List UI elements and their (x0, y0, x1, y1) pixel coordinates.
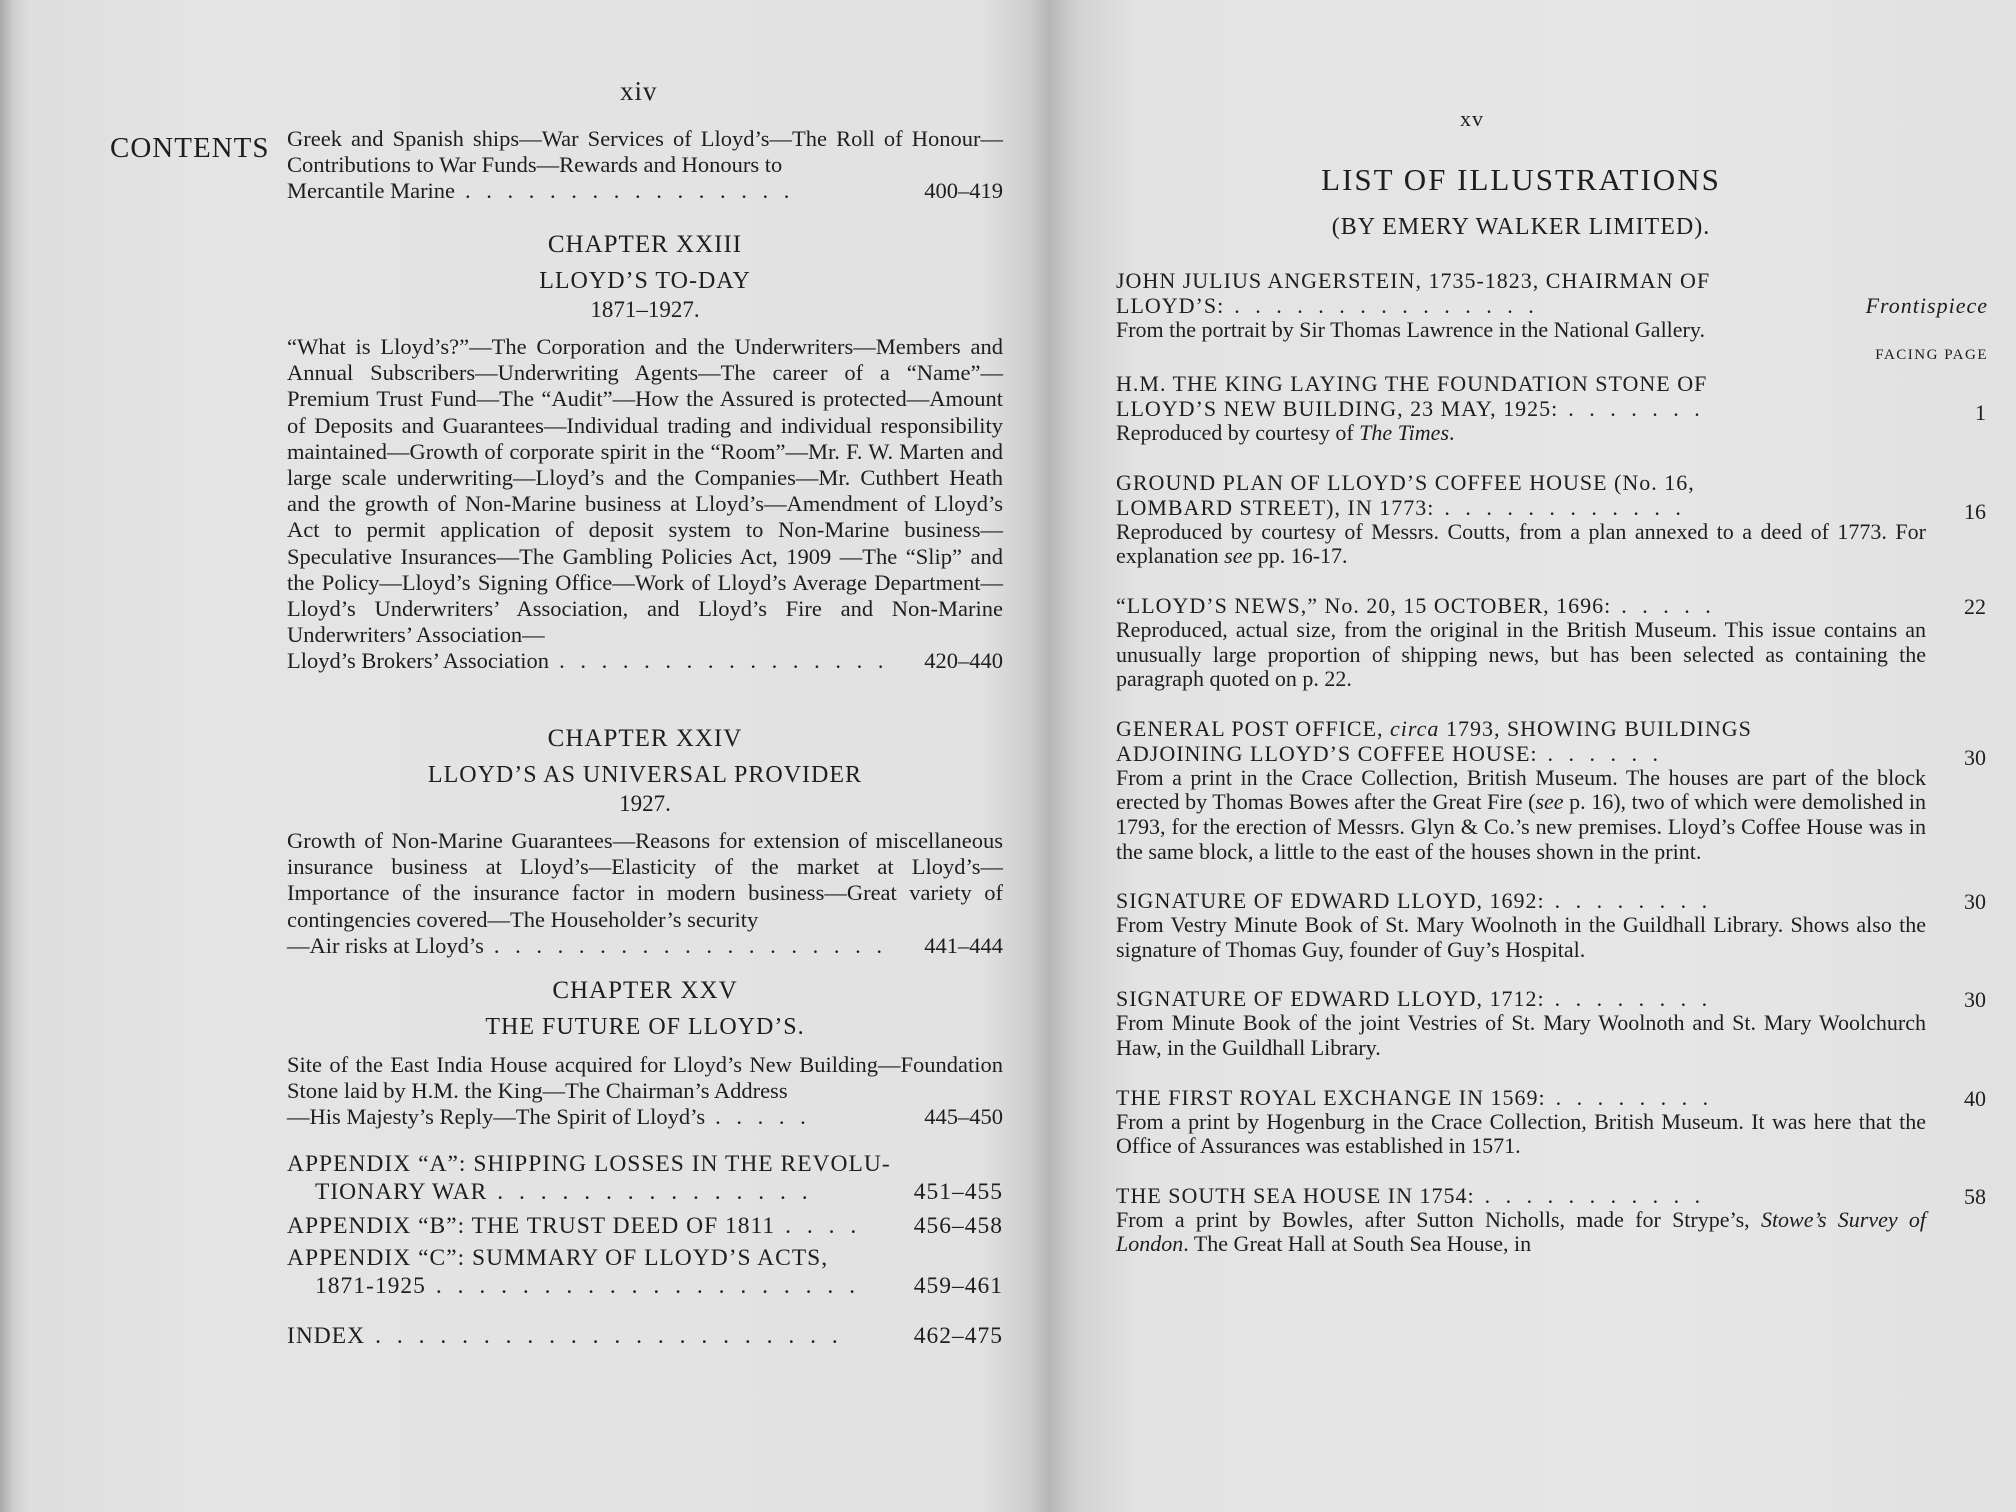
chapter24 (287, 724, 1003, 959)
folio-left: xiv (620, 76, 658, 106)
folio-right: xv (1460, 106, 1484, 131)
illustration-entry: SIGNATURE OF EDWARD LLOYD, 1712: . . . . . . . . 30 From Minute Book of the joint Vestries of St. Mary Woolnoth and St. Mary Woolchurch Haw, in the Guildhall Library. (1116, 986, 1986, 1060)
page-range: 441–444 (924, 932, 1003, 958)
list-title: LIST OF ILLUSTRATIONS (1321, 162, 1721, 197)
illustration-entry: SIGNATURE OF EDWARD LLOYD, 1692: . . . . . . . . 30 From Vestry Minute Book of St. Mary Woolnoth in the Guildhall Library. Shows also the signature of Thomas Guy, founder of Guy’s Hospital. (1116, 888, 1986, 962)
page-ref: 58 (1964, 1183, 1986, 1209)
appendix-c-last: 1871-1925 . . . . . . . . . . . . . . . . . . . . 459–461 (315, 1273, 1003, 1299)
facing-page-label: FACING PAGE (1875, 346, 1988, 363)
chapter-heading: CHAPTER XXIV (547, 725, 743, 752)
chapter-heading: CHAPTER XXIII (547, 231, 743, 258)
appendix-b: APPENDIX “B”: THE TRUST DEED OF 1811 . . . . 456–458 (287, 1213, 1003, 1239)
page-ref: 22 (1964, 593, 1986, 619)
chapter22-text: Greek and Spanish ships—War Services of Lloyd’s—The Roll of Honour—Contributions to War Funds—Rewards and Honours to (287, 126, 1003, 178)
illustration-entry: “LLOYD’S NEWS,” No. 20, 15 OCTOBER, 1696: . . . . . 22 Reproduced, actual size, from the original in the British Museum. This issue contains an unusually large proportion of shipping news, but has been selected as containing the paragraph quoted on p. 22. (1116, 592, 1986, 692)
chapter25 (287, 976, 1003, 1131)
chapter22-tail (287, 126, 1003, 205)
illustration-entry: GENERAL POST OFFICE, circa 1793, SHOWING BUILDINGS ADJOINING LLOYD’S COFFEE HOUSE: . . . . . . 30 From a print in the Crace Collection, British Museum. The houses are part of the block erected by Thomas Bowes after the Great Fire (see p. 16), two of which were demolished in 1793, for the erection of Messrs. Glyn & Co.’s new premises. Lloyd’s Coffee House was in the same block, a little to the east of the houses shown in the print. (1116, 715, 1986, 864)
illustrations-list (1116, 268, 1988, 1257)
page-ref: 16 (1964, 498, 1986, 524)
page-ref: 1 (1975, 400, 1986, 426)
page-ref: 30 (1964, 889, 1986, 915)
chapter-last-line: —His Majesty’s Reply—The Spirit of Lloyd’s . . . . . 445–450 (287, 1104, 1003, 1130)
illustration-entry: THE FIRST ROYAL EXCHANGE IN 1569: . . . . . . . . 40 From a print by Hogenburg in the Crace Collection, British Museum. It was here that the Office of Assurances was established in 1571. (1116, 1084, 1986, 1159)
appendix-a-line1: APPENDIX “A”: SHIPPING LOSSES IN THE REVOLU- (287, 1151, 891, 1177)
illustration-entry: THE SOUTH SEA HOUSE IN 1754: . . . . . . . . . . . 58 From a print by Bowles, after Sutton Nicholls, made for Strype’s, Stowe’s Survey of London. The Great Hall at South Sea House, in (1116, 1182, 1986, 1257)
page-range: 445–450 (924, 1104, 1003, 1130)
list-subtitle: (BY EMERY WALKER LIMITED). (1331, 214, 1711, 240)
illustration-entry: GROUND PLAN OF LLOYD’S COFFEE HOUSE (No. 16, LOMBARD STREET), IN 1773: . . . . . . . . . . . . 16 Reproduced by courtesy of Messrs. Coutts, from a plan annexed to a deed of 1773. For explanation see pp. 16-17. (1116, 469, 1986, 569)
page-range: 451–455 (913, 1179, 1003, 1205)
appendix-a-last: TIONARY WAR . . . . . . . . . . . . . . . 451–455 (315, 1179, 1003, 1205)
chapter-title: THE FUTURE OF LLOYD’S. (485, 1014, 805, 1040)
index-entry: INDEX . . . . . . . . . . . . . . . . . . . . . . 462–475 (287, 1323, 1003, 1349)
page-ref: 30 (1964, 744, 1986, 770)
chapter-title: LLOYD’S TO-DAY (539, 268, 751, 294)
page-range: 462–475 (913, 1323, 1003, 1349)
appendices (287, 1150, 1003, 1350)
right-page (1048, 0, 2016, 1512)
page-range: 456–458 (913, 1213, 1003, 1239)
chapter-summary: “What is Lloyd’s?”—The Corporation and the Underwriters—Members and Annual Subscribers—Underwriting Agents—The career of a “Name”—Premium Trust Fund—The “Audit”—How the Assured is protected—Amount of Deposits and Guarantees—Individual trading and individual responsibility maintained—Growth of corporate spirit in the “Room”—Mr. F. W. Marten and large scale underwriting—Lloyd’s and the Companies—Mr. Cuthbert Heath and the growth of Non-Marine business at Lloyd’s—Amendment of Lloyd’s Act to permit application of deposit system to Non-Marine business—Speculative Insurances—The Gambling Policies Act, 1909 —The “Slip” and the Policy—Lloyd’s Signing Office—Work of Lloyd’s Average Department—Lloyd’s Underwriters’ Association, and Lloyd’s Fire and Non-Marine Underwriters’ Association— (287, 334, 1003, 648)
page-range: 459–461 (913, 1273, 1003, 1299)
chapter-last-line: —Air risks at Lloyd’s . . . . . . . . . . . . . . . . . . . 441–444 (287, 932, 1003, 958)
chapter-last-line: Lloyd’s Brokers’ Association . . . . . . . . . . . . . . . . 420–440 (287, 648, 1003, 674)
chapter-years: 1927. (619, 791, 671, 816)
chapter-summary: Growth of Non-Marine Guarantees—Reasons for extension of miscellaneous insurance business at Lloyd’s—Elasticity of the market at Lloyd’s—Importance of the insurance factor in modern business—Great variety of contingencies covered—The Householder’s security (287, 828, 1003, 932)
appendix-c-line1: APPENDIX “C”: SUMMARY OF LLOYD’S ACTS, (287, 1245, 829, 1271)
chapter-years: 1871–1927. (590, 297, 700, 322)
chapter-summary: Site of the East India House acquired for Lloyd’s New Building—Foundation Stone laid by H.M. the King—The Chairman’s Address (287, 1052, 1003, 1104)
chapter23 (287, 230, 1003, 675)
page-range: 400–419 (924, 178, 1003, 204)
chapter-title: LLOYD’S AS UNIVERSAL PROVIDER (427, 762, 863, 788)
chapter22-last-line: Mercantile Marine . . . . . . . . . . . . . . . . 400–419 (287, 178, 1003, 204)
illustration-entry: JOHN JULIUS ANGERSTEIN, 1735-1823, CHAIRMAN OF LLOYD’S: . . . . . . . . . . . . . . . Frontispiece From the portrait by Sir Thomas Lawrence in the National Gallery. FACING PAGE (1116, 268, 1926, 367)
page-ref: 30 (1964, 987, 1986, 1013)
page-ref: 40 (1964, 1085, 1986, 1111)
illustration-entry: H.M. THE KING LAYING THE FOUNDATION STONE OF LLOYD’S NEW BUILDING, 23 MAY, 1925: . . . . . . . 1 Reproduced by courtesy of The Times. (1116, 371, 1986, 446)
list-header (1116, 162, 1926, 241)
contents-running-head: CONTENTS (110, 132, 270, 164)
page-ref: Frontispiece (1865, 293, 1988, 318)
page-range: 420–440 (924, 648, 1003, 674)
chapter-heading: CHAPTER XXV (552, 977, 738, 1004)
